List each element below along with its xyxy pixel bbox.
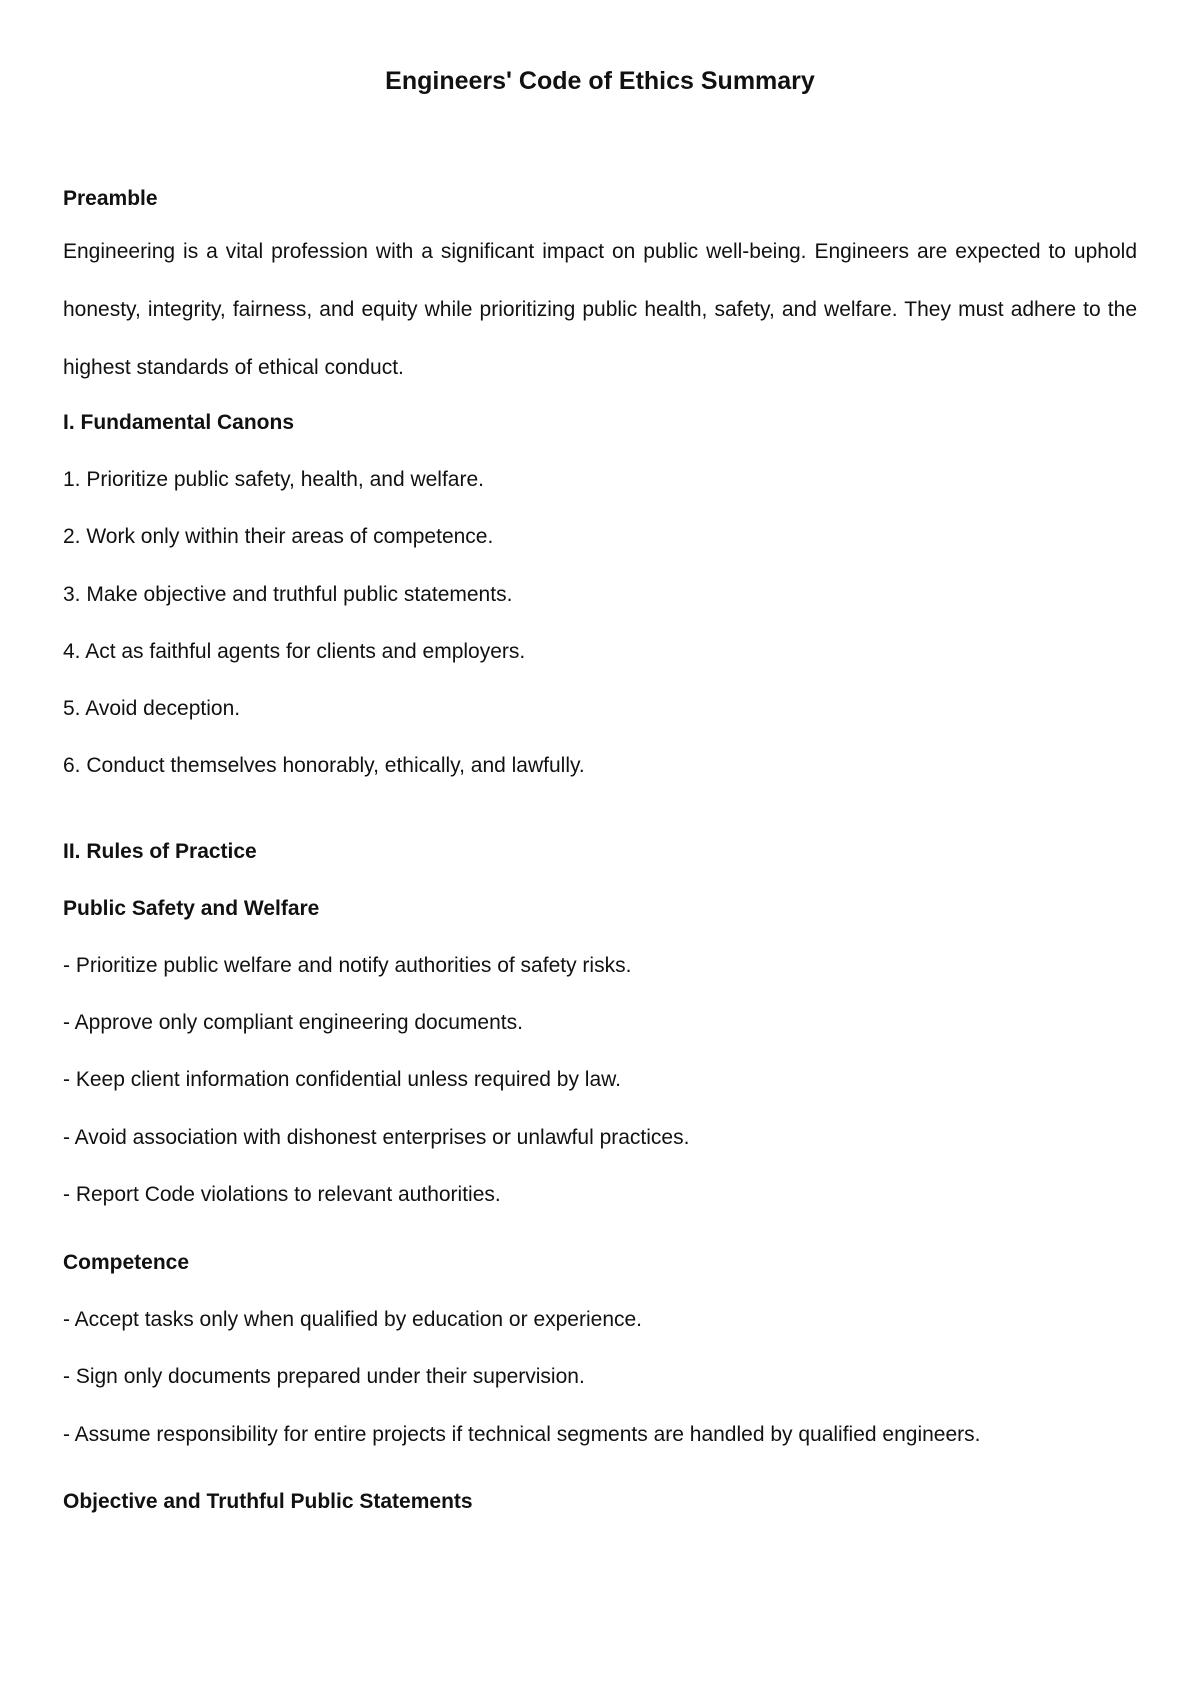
canon-item: 4. Act as faithful agents for clients and employers. — [63, 640, 526, 663]
rule-item: - Report Code violations to relevant authorities. — [63, 1183, 501, 1206]
rule-item: - Prioritize public welfare and notify authorities of safety risks. — [63, 954, 632, 977]
preamble-text: Engineering is a vital profession with a significant impact on public well-being. Engineers are expected to uphold honesty, integrity, fairness, and equity while prioritizing public health, safety, and welfare. They must adhere to the highest standards of ethical conduct. — [63, 240, 1137, 379]
canon-item: 3. Make objective and truthful public statements. — [63, 583, 513, 606]
canon-item: 6. Conduct themselves honorably, ethically, and lawfully. — [63, 754, 585, 777]
canons-heading: I. Fundamental Canons — [63, 411, 295, 434]
preamble-heading: Preamble — [63, 187, 158, 210]
rule-item: - Approve only compliant engineering documents. — [63, 1011, 523, 1034]
competence-item: - Sign only documents prepared under their supervision. — [63, 1365, 585, 1388]
canon-item: 2. Work only within their areas of competence. — [63, 525, 494, 548]
competence-heading: Competence — [63, 1251, 190, 1274]
rule-item: - Avoid association with dishonest enterprises or unlawful practices. — [63, 1126, 690, 1149]
public-safety-heading: Public Safety and Welfare — [63, 897, 320, 920]
rules-heading: II. Rules of Practice — [63, 840, 257, 863]
competence-item: - Assume responsibility for entire projects if technical segments are handled by qualified engineers. — [63, 1423, 981, 1446]
statements-heading: Objective and Truthful Public Statements — [63, 1490, 473, 1513]
competence-item: - Accept tasks only when qualified by education or experience. — [63, 1308, 643, 1331]
canon-item: 5. Avoid deception. — [63, 697, 241, 720]
canon-item: 1. Prioritize public safety, health, and welfare. — [63, 468, 484, 491]
rule-item: - Keep client information confidential unless required by law. — [63, 1068, 621, 1091]
document-title: Engineers' Code of Ethics Summary — [385, 67, 815, 95]
